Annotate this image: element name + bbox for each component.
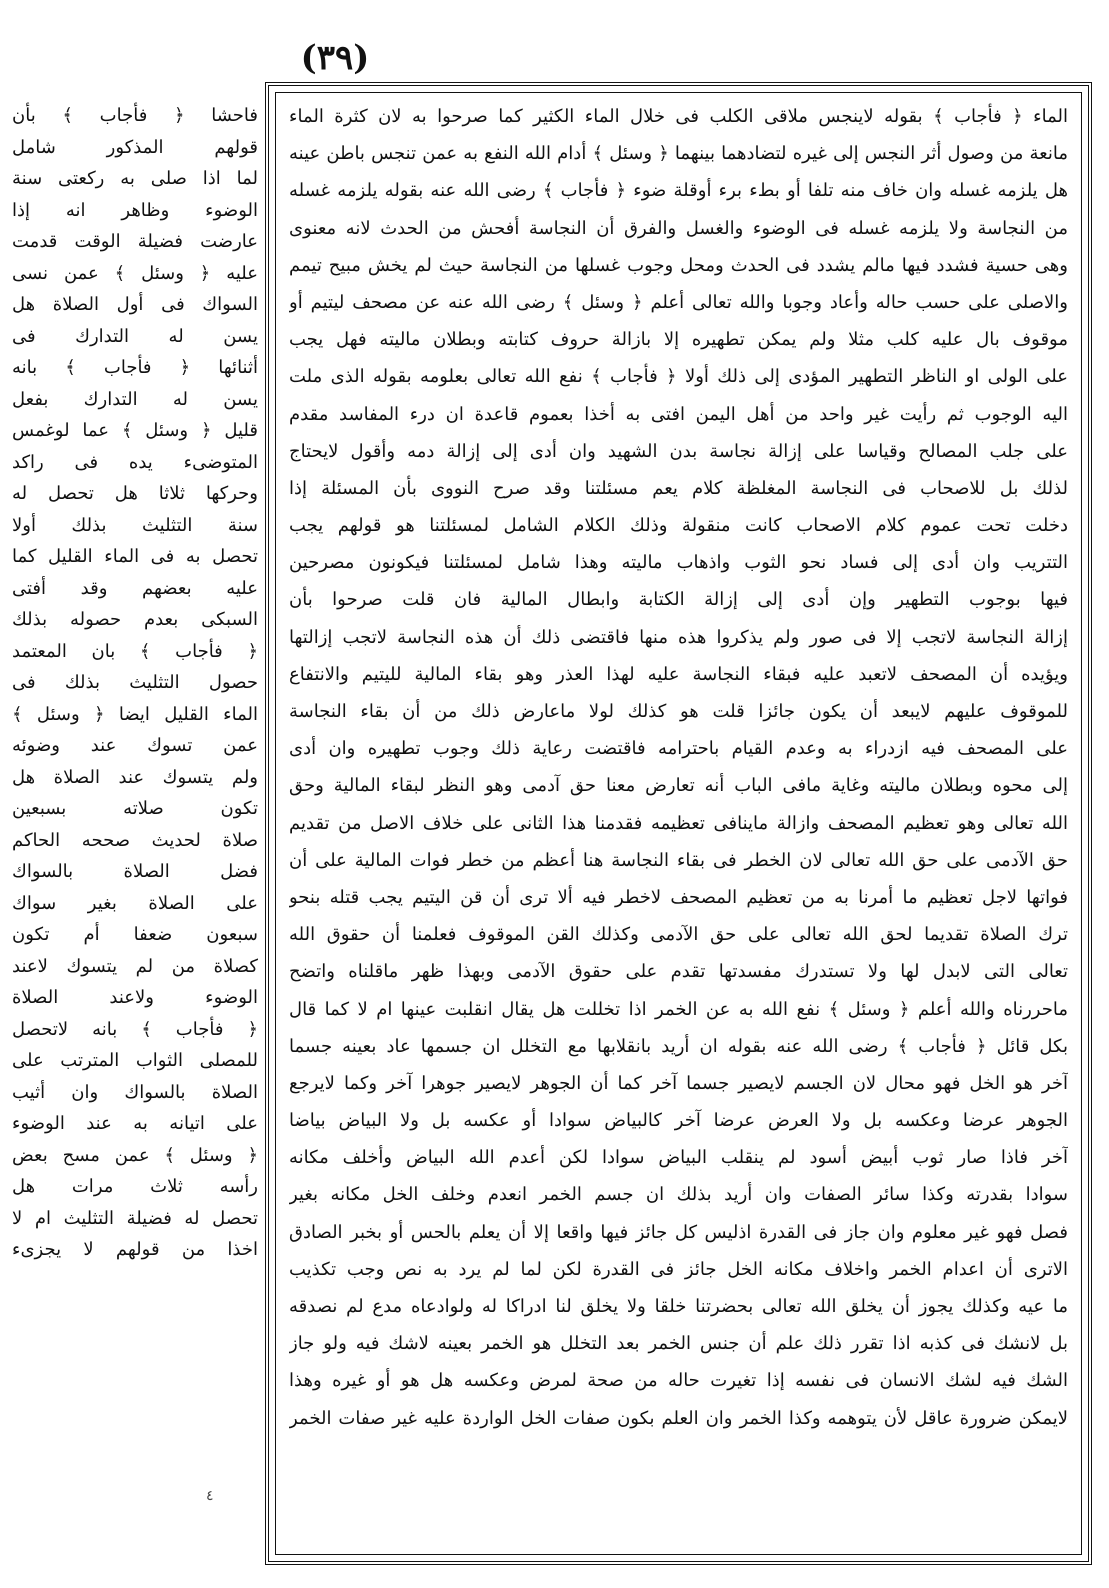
main-text-line: هل يلزمه غسله وان خاف منه تلفا أو بطء برء أوقلة ضوء ﴿ فأجاب ﴾ رضى الله عنه بقوله يلزمه غسله <box>289 180 1068 202</box>
main-text-frame <box>265 82 1092 1565</box>
main-text-line: اليه الوجوب ثم رأيت غير واحد من أهل اليمن افتى به أخذا بعموم قاعدة ان درء المفاسد مقدم <box>289 403 1068 425</box>
main-text-line: دخلت تحت عموم كلام الاصحاب كانت منقولة وذلك الكلام الشامل لمسئلتنا هو قولهم يجب <box>289 515 1068 537</box>
margin-text-line: عارضت فضيلة الوقت قدمت <box>12 231 258 252</box>
main-text-line: على الولى او الناظر التطهير المؤدى إلى ذلك أولا ﴿ فأجاب ﴾ نفع الله تعالى بعلومه بقوله الذى ملت <box>289 366 1068 388</box>
margin-commentary <box>12 100 258 1266</box>
margin-text-line: الصلاة بالسواك وان أثيب <box>12 1081 258 1103</box>
footer-mark: ٤ <box>206 1488 214 1504</box>
main-text-line: لذلك بل للاصحاب فى النجاسة المغلظة كلام يعم مسئلتنا وقد صرح النووى بأن المسئلة إذا <box>289 477 1068 499</box>
margin-text-line: الوضوء وظاهر انه إذا <box>12 199 258 221</box>
main-text-line: آخر فاذا صار ثوب أبيض أسود لم ينقلب البياض سوادا لكن أعدم الله البياض وأخلف مكانه <box>289 1147 1068 1169</box>
margin-text-line: عليه ﴿ وسئل ﴾ عمن نسى <box>12 262 258 284</box>
main-text-line: للموقوف عليهم لايبعد أن يكون جائزا قلت هو كذلك لولا ماعارض ذلك من أن بقاء النجاسة <box>289 701 1068 722</box>
margin-text-line: المتوضىء يده فى راكد <box>12 451 258 473</box>
main-text-line: حق الآدمى على حق الله تعالى لان الخطر فى بقاء النجاسة هنا أعظم من خطر فوات المالية على أن <box>289 849 1068 871</box>
main-text-line: ترك الصلاة تقديما لحق الله تعالى على حق الآدمى وكذلك القن الموقوف فعلمنا أن حقوق الله <box>289 924 1068 946</box>
margin-text-line: رأسه ثلاث مرات هل <box>12 1176 258 1197</box>
main-text-line: من النجاسة ولا يلزمه غسله فى الوضوء والغسل والفرق أن النجاسة أفحش من الحدث لانه معنوى <box>289 217 1068 239</box>
margin-text-line: عليه بعضهم وقد أفتى <box>12 577 258 599</box>
main-text-line: ما عيه وكذلك يجوز أن يخلق الله تعالى بحضرتنا خلقا ولا يخلق لنا ادراكا له ولوادعاه مدع لم نصدقه <box>289 1296 1068 1317</box>
margin-text-line: كصلاة من لم يتسوك لاعند <box>12 955 258 977</box>
margin-text-line: الوضوء ولاعند الصلاة <box>12 987 258 1008</box>
margin-text-line: تكون صلاته بسبعين <box>12 798 258 819</box>
margin-text-line: سنة التثليث بذلك أولا <box>12 514 258 536</box>
margin-text-line: عمن تسوك عند وضوئه <box>12 735 258 756</box>
main-text-line: سوادا بقدرته وكذا سائر الصفات وان أريد بذلك ان جسم الخمر انعدم وخلف الخل مكانه بغير <box>289 1184 1068 1206</box>
main-text-line: التتريب وان أدى إلى فساد نحو الثوب واذهاب ماليته وهذا شامل لمسئلتنا فيكونون مصرحين <box>289 552 1068 574</box>
margin-text-line: اخذا من قولهم لا يجزىء <box>12 1239 258 1260</box>
main-text-line: الجوهر عرضا وعكسه بل ولا العرض عرضا آخر كالبياض سوادا أو عكسه بل ولا البياض بياضا <box>289 1110 1068 1132</box>
margin-text-line: ﴿ فأجاب ﴾ بانه لاتحصل <box>12 1018 258 1040</box>
margin-text-line: تحصل له فضيلة التثليث ام لا <box>12 1207 258 1229</box>
main-text-line: لايمكن ضرورة عاقل لأن يتوهمه وكذا الخمر وان العلم بكون صفات الخل الواردة عليه غير صفات الخمر <box>289 1407 1068 1429</box>
margin-text-line: وحركها ثلاثا هل تحصل له <box>12 483 258 504</box>
main-text-line: مانعة من وصول أثر النجس إلى غيره لتضادهما بينهما ﴿ وسئل ﴾ أدام الله النفع به عمن تنجس باطن عينه <box>289 143 1068 165</box>
margin-text-line: أثنائها ﴿ فأجاب ﴾ بانه <box>12 357 258 378</box>
main-text-line: الاترى أن اعدام الخمر واخلاف مكانه الخل جائز فى القدرة لكن لما لم يرد به نص وجب تكذيب <box>289 1258 1068 1280</box>
main-text-line: بكل قائل ﴿ فأجاب ﴾ رضى الله عنه بقوله ان أريد بانقلابها مع التخلل ان جسمها عاد بعينه جسما <box>289 1035 1068 1057</box>
main-text-line: موقوف بال عليه كلب مثلا ولم يمكن تطهيره إلا بازالة حروف كتابته وبطلان ماليته فهل يجب <box>289 329 1068 351</box>
margin-text-line: على اتيانه به عند الوضوء <box>12 1113 258 1134</box>
margin-text-line: ﴿ فأجاب ﴾ بان المعتمد <box>12 640 258 662</box>
margin-text-line: ولم يتسوك عند الصلاة هل <box>12 766 258 788</box>
margin-text-line: للمصلى الثواب المترتب على <box>12 1050 258 1071</box>
main-text-line: بل لانشك فى كذبه اذا تقرر ذلك علم أن جنس الخمر بعد التخلل هو الخمر بعينه لاشك فيه ولو جاز <box>289 1333 1068 1355</box>
margin-text-line: سبعون ضعفا أم تكون <box>12 924 258 945</box>
main-text-line: إزالة النجاسة لاتجب إلا فى صور ولم يذكروا هذه منها فاقتضى ذلك أن هذه النجاسة لاتجب إزالتها <box>289 626 1068 648</box>
margin-text-line: السواك فى أول الصلاة هل <box>12 294 258 315</box>
margin-text-line: قليل ﴿ وسئل ﴾ عما لوغمس <box>12 420 258 441</box>
margin-text-line: قولهم المذكور شامل <box>12 136 258 158</box>
margin-text-line: صلاة لحديث صححه الحاكم <box>12 829 258 851</box>
main-text-line: الله تعالى وهو تعظيم المصحف وازالة ماينافى تعظيمه فقدمنا هذا الثانى على خلاف الاصل من تقديم <box>289 812 1068 834</box>
main-text-line: تعالى التى لابدل لها ولا تستدرك مفسدتها تقدم على حقوق الآدمى وبهذا ظهر ماقلناه واتضح <box>289 961 1068 983</box>
main-text-line: والاصلى على حسب حاله وأعاد وجوبا والله تعالى أعلم ﴿ وسئل ﴾ رضى الله عنه عن مصحف ليتيم أو <box>289 291 1068 313</box>
main-text-line: ماحررناه والله أعلم ﴿ وسئل ﴾ نفع الله به عن الخمر اذا تخللت هل يقال انقلبت عينها ام لا كما قال <box>289 998 1068 1020</box>
main-text-line: آخر هو الخل فهو محال لان الجسم لايصير جسما آخر كما أن الجوهر لايصير جوهرا آخر وكما لايرجع <box>289 1072 1068 1094</box>
margin-text-line: فضل الصلاة بالسواك <box>12 861 258 882</box>
margin-text-line: على الصلاة بغير سواك <box>12 892 258 914</box>
main-text-line: إلى محوه وبطلان ماليته وغاية مافى الباب أنه تعارض معنا حق آدمى وهو النظر لبقاء المالية وحق <box>289 775 1068 797</box>
main-text-line: الماء ﴿ فأجاب ﴾ بقوله لاينجس ملاقى الكلب فى خلال الماء الكثير كما صرحوا به لان كثرة الماء <box>289 106 1068 127</box>
page-number: (٣٩) <box>300 38 370 78</box>
margin-text-line: يسن له التدارك فى <box>12 325 258 347</box>
main-text-line: على جلب المصالح وقياسا على إزالة نجاسة بدن الشهيد وان أدى إلى إزالة دمه وأقول لايحتاج <box>289 440 1068 462</box>
margin-text-line: تحصل به فى الماء القليل كما <box>12 546 258 567</box>
main-text-line: فصل فهو غير معلوم وان جاز فى القدرة اذليس كل جائز فيها واقعا إلا أن يعلم بالحس أو بخبر الصادق <box>289 1221 1068 1243</box>
main-text-line: على المصحف فيه ازدراء به وعدم القيام باحترامه فاقتضت رعاية ذلك وجوب تطهيره وان أدى <box>289 738 1068 760</box>
main-text-line: فيها بوجوب التطهير وإن أدى إلى إزالة الكتابة وابطال المالية فان قلت صرحوا بأن <box>289 589 1068 611</box>
main-text-line: وهى حسية فشدد فيها مالم يشدد فى الحدث ومحل وجوب غسلها من النجاسة حيث لم يخش مبيح تيمم <box>289 254 1068 276</box>
margin-text-line: لما اذا صلى به ركعتى سنة <box>12 168 258 189</box>
margin-text-line: الماء القليل ايضا ﴿ وسئل ﴾ <box>12 703 258 725</box>
main-text-line: فواتها لاجل تعظيم ما أمرنا به من تعظيم المصحف لاخطر فيه ألا ترى أن قن اليتيم يجب قتله بنحو <box>289 886 1068 908</box>
main-text-line: ويؤيده أن المصحف لاتعبد عليه فبقاء النجاسة عليه لهذا العذر وهو بقاء المالية لليتيم والانتفاع <box>289 663 1068 685</box>
margin-text-line: يسن له التدارك بفعل <box>12 388 258 410</box>
margin-text-line: حصول التثليث بذلك فى <box>12 672 258 693</box>
main-text-line: الشك فيه لشك الانسان فى نفسه إذا تغيرت حاله من صحة لمرض وعكسه هل هو أو غيره وهذا <box>289 1370 1068 1392</box>
main-text-body <box>289 98 1068 1437</box>
margin-text-line: السبكى بعدم حصوله بذلك <box>12 609 258 630</box>
margin-text-line: فاحشا ﴿ فأجاب ﴾ بأن <box>12 105 258 126</box>
margin-text-line: ﴿ وسئل ﴾ عمن مسح بعض <box>12 1144 258 1166</box>
